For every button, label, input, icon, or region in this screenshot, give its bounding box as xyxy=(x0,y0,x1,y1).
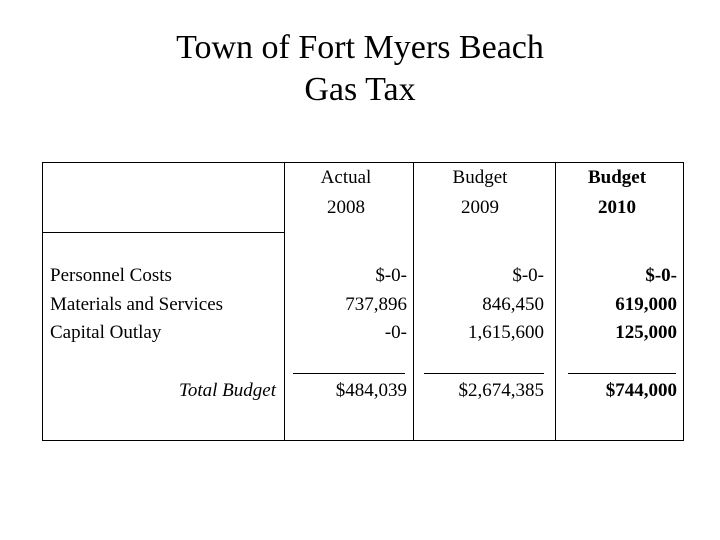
row-label-materials-and-services: Materials and Services xyxy=(50,294,224,315)
column-header-budget-2010 xyxy=(552,163,682,223)
cell-personnel-2010: $-0- xyxy=(645,265,677,286)
page-subtitle: Gas Tax xyxy=(304,71,416,108)
cell-materials-2009: 846,450 xyxy=(482,294,544,315)
cell-total-2009: $2,674,385 xyxy=(458,380,544,401)
cell-personnel-2008: $-0- xyxy=(375,265,407,286)
row-label-capital-outlay: Capital Outlay xyxy=(50,322,162,343)
sum-underline xyxy=(568,373,676,374)
column-divider xyxy=(413,162,414,441)
cell-personnel-2009: $-0- xyxy=(512,265,544,286)
sum-underline xyxy=(293,373,405,374)
cell-total-2010: $744,000 xyxy=(605,380,677,401)
cell-capital-2010: 125,000 xyxy=(615,322,677,343)
cell-total-2008: $484,039 xyxy=(335,380,407,401)
column-header-year: 2008 xyxy=(327,197,365,218)
column-header-label: Budget xyxy=(452,167,508,188)
cell-materials-2008: 737,896 xyxy=(345,294,407,315)
column-header-actual-2008 xyxy=(281,163,411,223)
sum-underline xyxy=(424,373,544,374)
row-label-personnel-costs: Personnel Costs xyxy=(50,265,172,286)
cell-materials-2010: 619,000 xyxy=(615,294,677,315)
column-header-year: 2010 xyxy=(598,197,636,218)
cell-capital-2008: -0- xyxy=(384,322,407,343)
page-title: Town of Fort Myers Beach xyxy=(176,29,544,66)
cell-capital-2009: 1,615,600 xyxy=(468,322,544,343)
label-column-header-rule xyxy=(42,232,284,233)
column-header-year: 2009 xyxy=(461,197,499,218)
total-budget-label: Total Budget xyxy=(179,380,276,401)
column-header-label: Actual xyxy=(320,167,372,188)
column-header-label: Budget xyxy=(587,167,647,188)
column-header-budget-2009 xyxy=(415,163,545,223)
